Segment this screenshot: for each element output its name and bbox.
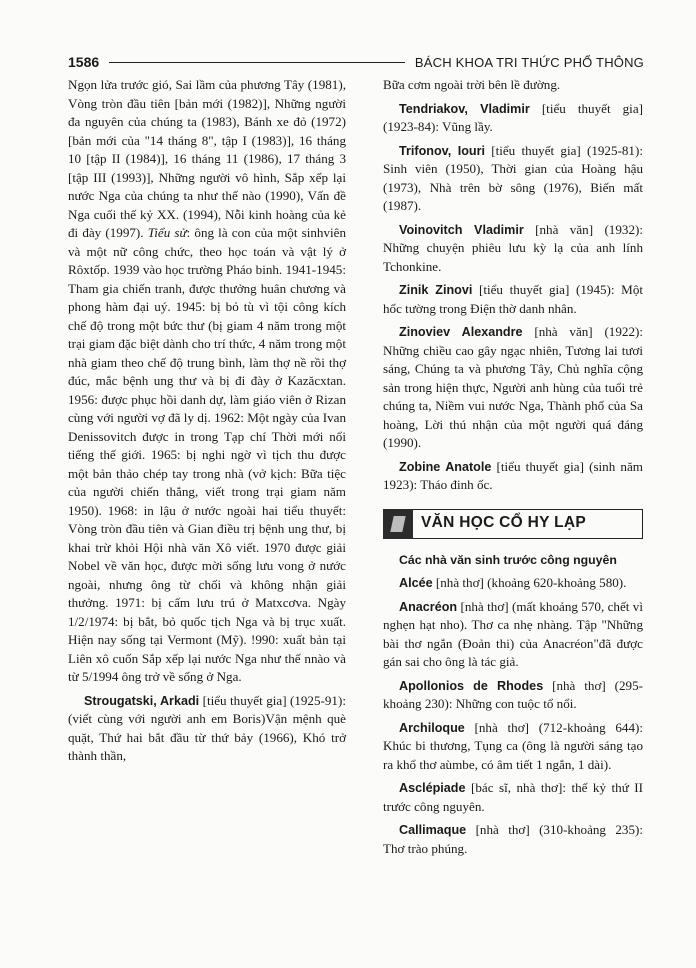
- entry-text: [tiểu thuyết gia] (1945): Một hốc tường trong Điện thờ danh nhân.: [383, 282, 643, 316]
- entry-name: Voinovitch Vladimir: [399, 222, 524, 237]
- entry-zinik: [383, 281, 643, 318]
- biography-text: : ông là con của một sinhviên và một nữ công chức, theo học toán và vật lý ở Rôxtốp. 1939 vào học trường Pháo binh. 1941-1945: Tham gia chiến tranh, được thưởng huân chương và phong hàm đại uý. 1945: bị bỏ tù vì tội công kích chế độ trong một bức thư (bị giam 4 năm trong một trại giam đặc biệt dành cho trí thức, 4 năm trong một nhà giam theo chế độ trung bình, làm thợ nề rồi thợ đúc, mắc bệnh ung thư và bị đi đày ở Kazăcxtan. 1956: được phục hồi danh dự, làm giáo viên ở Rizan cùng với người vợ đã ly dị. 1962: Một ngày của Ivan Denissovitch được in trong Tạp chí Thời mới nổi tiếng thế giới. 1965: bị nghi ngờ vì tịch thu được một bản thảo chép tay trong nhà (vở kịch: Bữa tiệc của người chiến thắng, viết trong trại giam năm 1950). 1968: in lậu ở nước ngoài hai tiểu thuyết: Vòng tròn đầu tiên và Gian điều trị bệnh ung thư, bị khai trừ khỏi Hội nhà văn Xô viết. 1970 được giải Nobel về văn học, được mời sống lưu vong ở nước ngoài, nhưng ông từ chối và không nhận giải thưởng. 1971: bị cấm lưu trú ở Matxcơva. Ngày 1/2/1974: bị bắt, bỏ quốc tịch Nga và bị trục xuất. Hiện nay sống tại Vermont (Mỹ). !990: xuất bản tại Liên xô cuốn Sắp xếp lại nước Nga như thế nnào và từ 5/1994 ông trở về sống ở Nga.: [68, 225, 346, 684]
- running-title: BÁCH KHOA TRI THỨC PHỔ THÔNG: [414, 54, 644, 70]
- entry-name: Tendriakov, Vladimir: [399, 101, 530, 116]
- section-heading: [383, 509, 643, 539]
- subheading: Các nhà văn sinh trước công nguyên: [399, 552, 617, 567]
- entry-name: Callimaque: [399, 823, 467, 837]
- left-column: [68, 76, 346, 766]
- entry-name: Strougatski, Arkadi: [84, 693, 200, 708]
- continued-text: Bữa cơm ngoài trời bên lề đường.: [383, 77, 561, 92]
- entry-name: Apollonios de Rhodes: [399, 678, 544, 693]
- entry-asclepiade: [383, 779, 643, 816]
- entry-text: [tiểu thuyết gia] (1923-84): Vũng lầy.: [383, 100, 643, 134]
- entry-name: Trifonov, Iouri: [399, 143, 485, 158]
- page-number: 1586: [68, 54, 100, 70]
- entry-text: [nhà thơ] (mất khoảng 570, chết vì nghẹn hạt nho). Thơ ca nhẹ nhàng. Tập "Những bài thơ ngắn (Đoản thi) của Anacréon"đã được gán sai cho ông là tác giả.: [383, 598, 643, 669]
- entry-text: [nhà văn] (1922): Những chiều cao gây ngạc nhiên, Tương lai tươi sáng, Chúng ta và phương Tây, Chủ nghĩa cộng sản trong hiện thực, Người anh hùng của tuổi trẻ chúng ta, Niềm vui nước Nga, Thành phố của Sa hoàng, Lời thú nhận của một người quá đáng (1990).: [383, 324, 643, 450]
- entry-name: Anacréon: [399, 599, 458, 614]
- entry-alcee: [383, 574, 643, 593]
- entry-text: [tiểu thuyết gia] (1925-91): (viết cùng với người anh em Boris)Vận mệnh què quặt, Thứ hai bắt đầu từ thứ bảy (1966), Khó trở thành thần,: [68, 692, 346, 763]
- entry-text: [bác sĩ, nhà thơ]: thế kỷ thứ II trước công nguyên.: [383, 780, 643, 814]
- entry-name: Alcée: [399, 576, 433, 590]
- entry-name: Zobine Anatole: [399, 459, 492, 474]
- entry-text: [nhà thơ] (310-khoảng 235): Thơ trào phúng.: [383, 822, 643, 856]
- right-column: [383, 76, 643, 858]
- entry-name: Asclépiade: [399, 781, 466, 795]
- entry-strougatski: [68, 692, 346, 766]
- entry-voinovitch: [383, 221, 643, 277]
- entry-text: [tiểu thuyết gia] (sinh năm 1923): Tháo đinh ốc.: [383, 458, 643, 492]
- biography-paragraph: [68, 76, 346, 687]
- entry-archiloque: [383, 719, 643, 775]
- works-list-text: Ngọn lửa trước gió, Sai lầm của phương Tây (1981), Vòng tròn đầu tiên [bản mới (1982)], Những người đa nguyên của chúng ta (1983), Bánh xe đỏ (1972) [bản mới của "14 tháng 8", tập I (1983)], 16 tháng 10 [tập II (1984)], 16 tháng 11 (1986), 17 tháng 3 [tập III (1993)], Những người vô hình, Sắp xếp lại nước Nga của chúng ta như thế nào (1990), Vấn đề Nga cuối thế kỷ XX. (1994), Nỗi kinh hoàng của kẻ đi đày (1997).: [68, 77, 346, 240]
- entry-text: [nhà thơ] (khoảng 620-khoảng 580).: [432, 575, 627, 590]
- entry-tendriakov: [383, 100, 643, 137]
- entry-name: Zinoviev Alexandre: [399, 325, 523, 339]
- entry-name: Zinik Zinovi: [399, 283, 473, 297]
- section-title: VĂN HỌC CỔ HY LẠP: [413, 509, 643, 539]
- entry-text: [nhà văn] (1932): Những chuyện phiêu lưu kỳ lạ của anh lính Tchonkine.: [383, 221, 643, 274]
- entry-name: Archiloque: [399, 720, 465, 735]
- entry-zinoviev: [383, 323, 643, 453]
- entry-text: [nhà thơ] (712-khoảng 644): Khúc bi thương, Tụng ca (ông là người sáng tạo ra khổ thơ aùmbe, có âm tiết 1 ngắn, 1 dài).: [383, 719, 643, 772]
- section-marker-icon: [383, 509, 413, 539]
- page-header: [68, 52, 644, 72]
- entry-text: [nhà thơ] (295-khoảng 230): Những con tuộc tổ nổi.: [383, 677, 644, 711]
- header-rule: [109, 62, 405, 63]
- entry-apollonios: [383, 677, 643, 714]
- entry-zobine: [383, 458, 643, 495]
- entry-callimaque: [383, 821, 643, 858]
- entry-text: [tiểu thuyết gia] (1925-81): Sinh viên (1950), Thời gian của Hoàng hậu (1973), Nhà trên bờ sông (1976), Biến mất (1987).: [383, 142, 643, 213]
- entry-trifonov: [383, 142, 643, 216]
- entry-anacreon: [383, 598, 643, 672]
- biography-label: Tiểu sử: [147, 225, 187, 240]
